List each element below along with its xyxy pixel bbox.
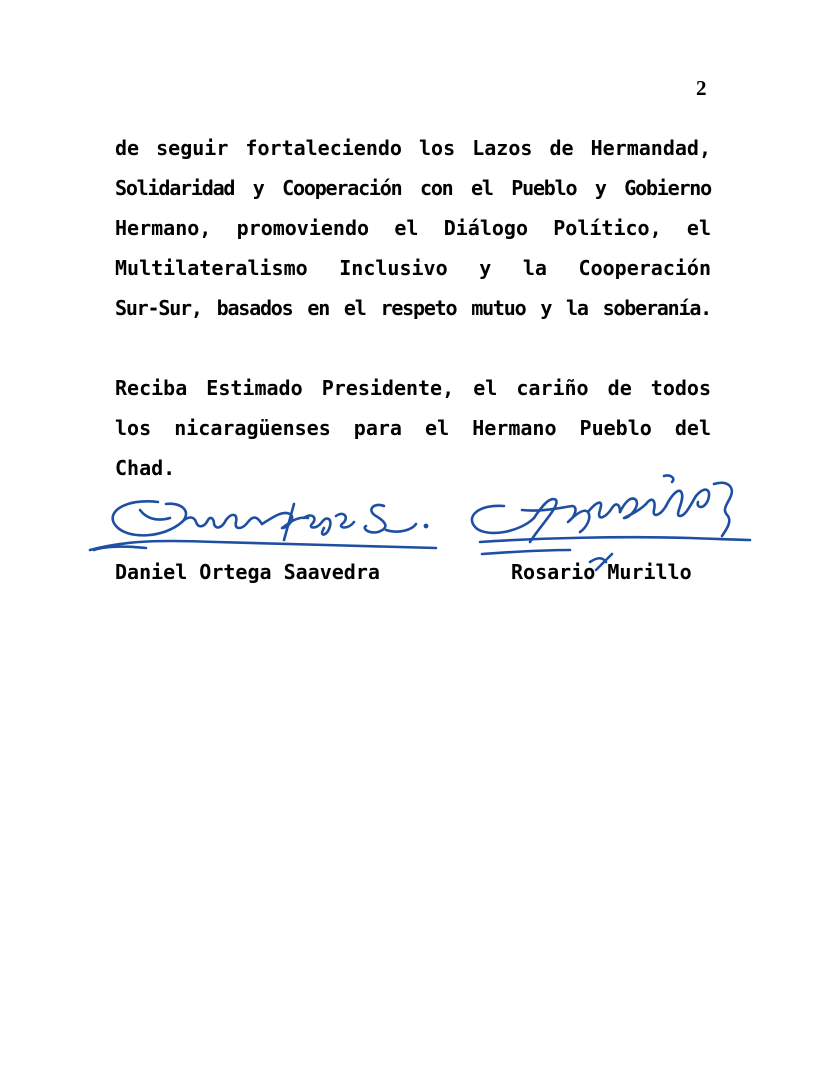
paragraph-line: Reciba Estimado Presidente, el cariño de todos bbox=[115, 376, 711, 400]
paragraph-line: Hermano, promoviendo el Diálogo Político, el bbox=[115, 216, 711, 240]
paragraph-line: de seguir fortaleciendo los Lazos de Hermandad, bbox=[115, 136, 711, 160]
letter-paragraph-1 bbox=[115, 128, 711, 328]
paragraph-line: Chad. bbox=[115, 456, 176, 480]
page-number: 2 bbox=[696, 76, 707, 100]
paragraph-line: los nicaragüenses para el Hermano Pueblo del bbox=[115, 416, 711, 440]
ortega-signature bbox=[86, 488, 446, 560]
signer-name-ortega: Daniel Ortega Saavedra bbox=[115, 560, 380, 584]
paragraph-line: Solidaridad y Cooperación con el Pueblo y Gobierno bbox=[115, 176, 711, 200]
paragraph-line: Sur-Sur, basados en el respeto mutuo y la soberanía. bbox=[115, 296, 711, 320]
paragraph-line: Multilateralismo Inclusivo y la Cooperación bbox=[115, 256, 711, 280]
signer-name-murillo: Rosario Murillo bbox=[511, 560, 692, 584]
